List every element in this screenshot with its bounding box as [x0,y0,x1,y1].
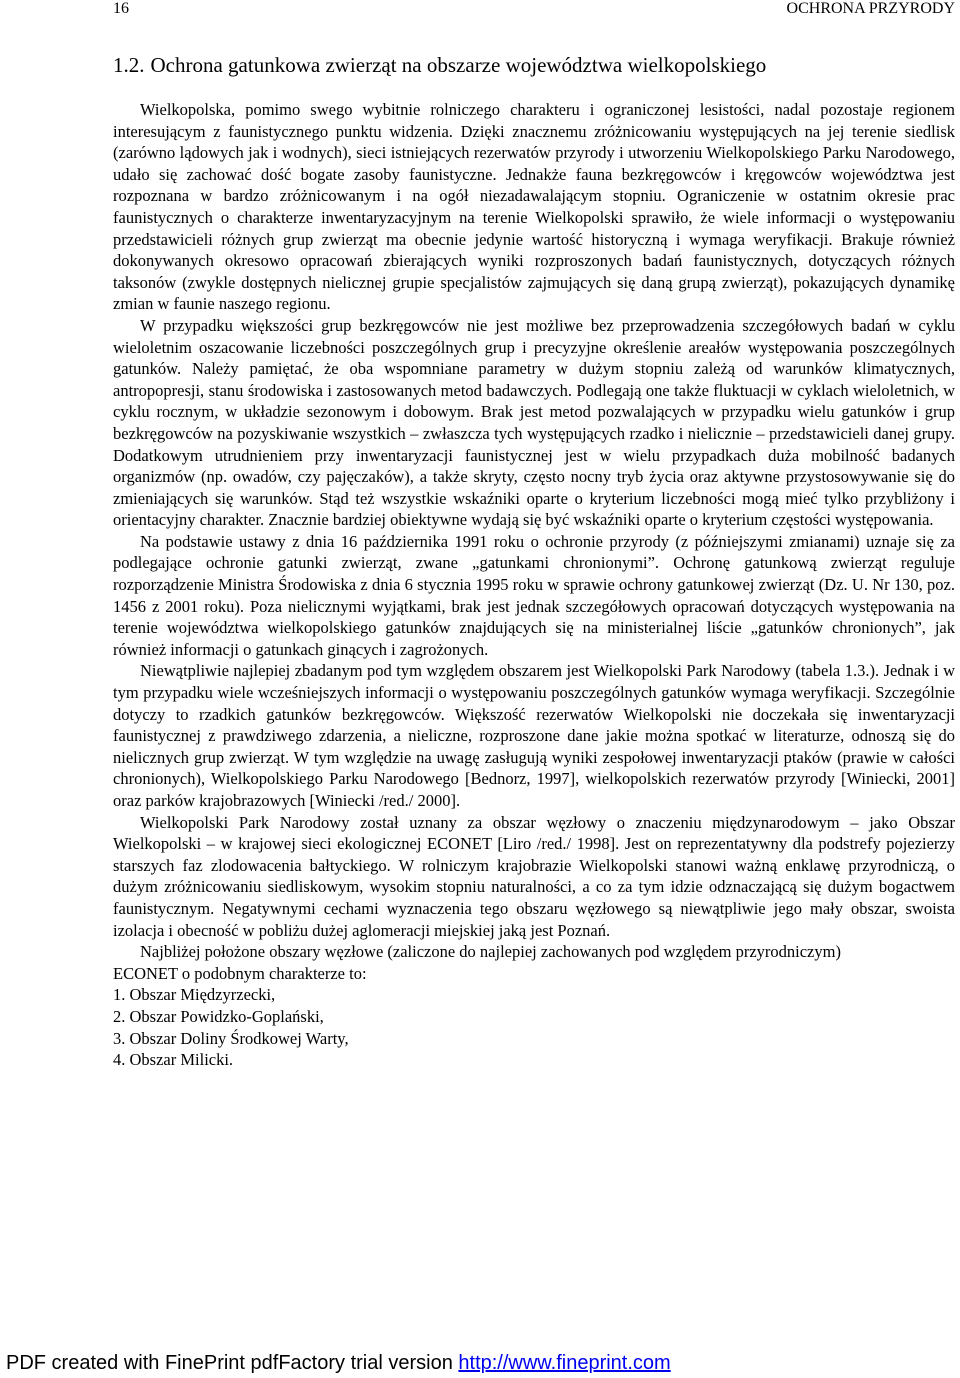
paragraph: Na podstawie ustawy z dnia 16 października 1991 roku o ochronie przyrody (z późniejszymi zmianami) uznaje się za podlegające ochronie gatunki zwierząt, zwane „gatunkami chronionymi”. Ochronę gatunkową zwierząt reguluje rozporządzenie Ministra Środowiska z dnia 6 stycznia 1995 roku w sprawie ochrony gatunkowej zwierząt (Dz. U. Nr 130, poz. 1456 z 2001 roku). Poza nielicznymi wyjątkami, brak jest jednak szczegółowych opracowań dotyczących występowania na terenie województwa wielkopolskiego gatunków znajdujących się na ministerialnej liście „gatunków chronionych”, jak również informacji o gatunkach ginących i zagrożonych. [113,531,955,659]
list-item: 4. Obszar Milicki. [113,1050,234,1070]
document-body [113,99,955,1071]
list-item: 3. Obszar Doliny Środkowej Warty, [113,1028,349,1048]
footer-link[interactable]: http://www.fineprint.com [458,1352,671,1374]
paragraph: Najbliżej położone obszary węzłowe (zaliczone do najlepiej zachowanych pod względem przyrodniczym) [140,942,841,962]
page-header [113,0,955,20]
section-number: 1.2. [113,53,145,77]
footer-text: PDF created with FinePrint pdfFactory trial version [6,1352,453,1374]
section-heading [113,53,955,77]
paragraph: Wielkopolski Park Narodowy został uznany za obszar węzłowy o znaczeniu międzynarodowym – jako Obszar Wielkopolski – w krajowej sieci ekologicznej ECONET [Liro /red./ 1998]. Jest on reprezentatywny dla podstrefy pojezierzy starszych faz zlodowacenia bałtyckiego. W rolniczym krajobrazie Wielkopolski stanowi ważną enklawę przyrodniczą, o dużym zróżnicowaniu siedliskowym, wysokim stopniu naturalności, a co za tym idzie odznaczającą się dużym bogactwem faunistycznym. Negatywnymi cechami wyznaczenia tego obszaru węzłowego są niewątpliwie jego mały obszar, swoista izolacja i obecność w pobliżu dużej aglomeracji miejskiej jaką jest Poznań. [113,812,955,940]
section-title: Ochrona gatunkowa zwierząt na obszarze województwa wielkopolskiego [150,53,767,77]
paragraph: Wielkopolska, pomimo swego wybitnie rolniczego charakteru i ograniczonej lesistości, nadal pozostaje regionem interesującym z faunistycznego punktu widzenia. Dzięki znacznemu zróżnicowaniu występujących na jej terenie siedlisk (zarówno lądowych jak i wodnych), sieci istniejących rezerwatów przyrody i utworzeniu Wielkopolskiego Parku Narodowego, udało się zachować dość bogate zasoby faunistyczne. Jednakże fauna bezkręgowców i kręgowców województwa jest rozpoznana w bardzo zróżnicowanym i na ogół niezadawalającym stopniu. Ograniczenie w ostatnim okresie prac faunistycznych o charakterze inwentaryzacyjnym na terenie Wielkopolski sprawiło, że wiele informacji o występowaniu przedstawicieli różnych grup zwierząt ma obecnie jedynie wartość historyczną i wymaga weryfikacji. Brakuje również dokonywanych okresowo opracowań zbierających wyniki rozproszonych badań faunistycznych, dotyczących różnych taksonów (zwykle dostępnych nielicznej grupie specjalistów zajmujących się daną grupą zwierząt), pokazujących dynamikę zmian w faunie naszego regionu. [113,100,955,314]
running-title: OCHRONA PRZYRODY [786,0,955,17]
list-item: 2. Obszar Powidzko-Goplański, [113,1006,324,1026]
node-area-list [113,984,955,1070]
list-item: 1. Obszar Międzyrzecki, [113,985,276,1005]
paragraph: Niewątpliwie najlepiej zbadanym pod tym względem obszarem jest Wielkopolski Park Narodowy (tabela 1.3.). Jednak i w tym przypadku wiele wcześniejszych informacji o występowaniu poszczególnych gatunków wymaga weryfikacji. Szczególnie dotyczy to rzadkich gatunków bezkręgowców. Większość rezerwatów Wielkopolski nie doczekała się inwentaryzacji faunistycznej z prawdziwego zdarzenia, a nieliczne, rozproszone dane jakie można spotkać w literaturze, odnoszą się do nielicznych grup zwierząt. W tym względzie na uwagę zasługują wyniki zespołowej inwentaryzacji ptaków (prawie w całości chronionych), Wielkopolskiego Parku Narodowego [Bednorz, 1997], wielkopolskich rezerwatów przyrody [Winiecki, 2001] oraz parków krajobrazowych [Winiecki /red./ 2000]. [113,661,955,810]
paragraph: W przypadku większości grup bezkręgowców nie jest możliwe bez przeprowadzenia szczegółowych badań w cyklu wieloletnim oszacowanie liczebności poszczególnych grup i precyzyjne określenie areałów występowania poszczególnych gatunków. Należy pamiętać, że oba wspomniane parametry w dużym stopniu zależą od warunków klimatycznych, antropopresji, stanu środowiska i zastosowanych metod badawczych. Podlegają one także fluktuacji w cyklach wieloletnich, w cyklu rocznym, w układzie sezonowym i dobowym. Brak jest metod pozwalających w przypadku wielu gatunków i grup bezkręgowców na pozyskiwanie wszystkich – zwłaszcza tych występujących rzadko i nielicznie – przedstawicieli danej grupy. Dodatkowym utrudnieniem przy inwentaryzacji faunistycznej jest w wielu przypadkach duża mobilność badanych organizmów (np. owadów, czy pajęczaków), a także skryty, często nocny tryb życia oraz aktywne przystosowywanie się do zmieniających się warunków. Stąd też wszystkie wskaźniki oparte o kryterium liczebności mogą mieć tylko przybliżony i orientacyjny charakter. Znacznie bardziej obiektywne wydają się być wskaźniki oparte o kryterium częstości występowania. [113,315,955,530]
list-lead: ECONET o podobnym charakterze to: [113,963,367,983]
pdf-footer [6,1351,951,1377]
page-number: 16 [113,0,129,17]
